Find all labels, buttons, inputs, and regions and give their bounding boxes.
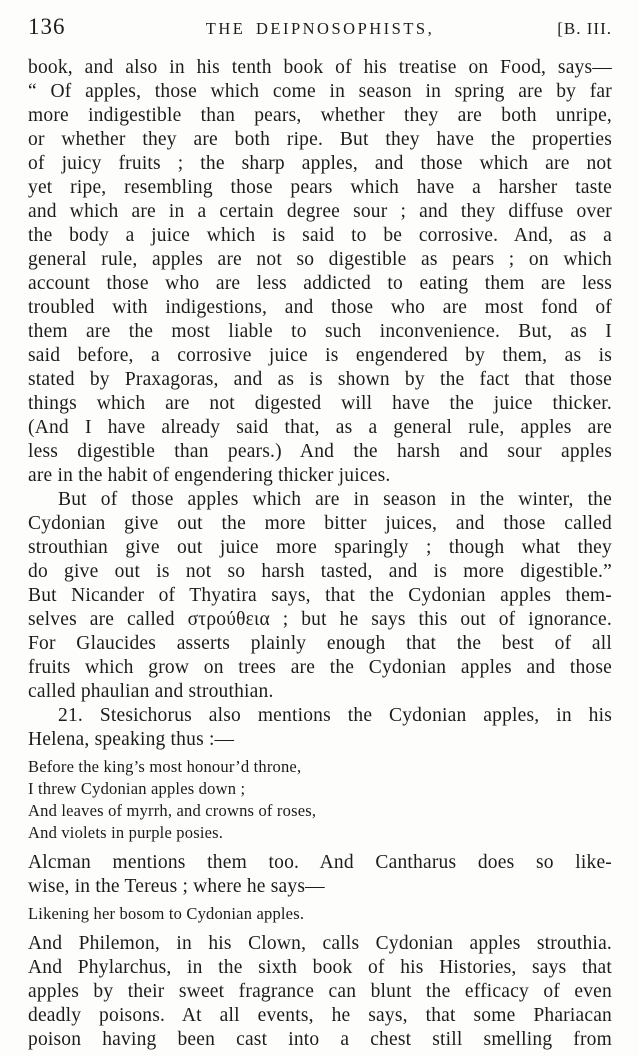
text-line: them are the most liable to such inconvenience. But, as I [28,321,612,342]
text-line: wise, in the Tereus ; where he says— [28,876,325,897]
paragraph [28,488,612,704]
paragraph [28,56,612,488]
text-line: poison having been cast into a chest still smelling from [28,1029,612,1050]
text-line: less digestible than pears.) And the harsh and sour apples [28,441,612,462]
verse-line: I threw Cydonian apples down ; [28,779,246,798]
text-line: and which are in a certain degree sour ; and they diffuse over [28,201,612,222]
text-line: troubled with indigestions, and those who are most fond of [28,297,612,318]
verse-block [28,756,516,844]
text-line: are in the habit of engendering thicker juices. [28,465,391,486]
text-line: yet ripe, resembling those pears which have a harsher taste [28,177,612,198]
text-line: Alcman mentions them too. And Cantharus does so like- [28,852,612,873]
text-line: 21. Stesichorus also mentions the Cydonian apples, in his [58,705,612,726]
verse-block [28,903,516,925]
text-line: And Phylarchus, in the sixth book of his Histories, says that [28,957,612,978]
paragraph [28,704,612,752]
verse-line: Before the king’s most honour’d throne, [28,757,302,776]
text-line: But of those apples which are in season in the winter, the [58,489,612,510]
text-line: strouthian give out juice more sparingly ; though what they [28,537,612,558]
text-line: of juicy fruits ; the sharp apples, and those which are not [28,153,612,174]
page-number: 136 [28,14,66,39]
page-body [28,56,612,1052]
page-header [28,14,612,40]
paragraph [28,932,612,1052]
verse-line: And violets in purple posies. [28,823,224,842]
text-line: fruits which grow on trees are the Cydonian apples and those [28,657,612,678]
text-line: apples by their sweet fragrance can blunt the efficacy of even [28,981,612,1002]
text-line: deadly poisons. At all events, he says, that some Phariacan [28,1005,612,1026]
text-line: But Nicander of Thyatira says, that the Cydonian apples them- [28,585,612,606]
text-line: And Philemon, in his Clown, calls Cydonian apples strouthia. [28,933,612,954]
text-line: (And I have already said that, as a general rule, apples are [28,417,612,438]
running-title: THE DEIPNOSOPHISTS, [205,19,435,38]
text-line: Cydonian give out the more bitter juices, and those called [28,513,612,534]
text-line: do give out is not so harsh tasted, and is more digestible.” [28,561,612,582]
text-line: called phaulian and strouthian. [28,681,274,702]
text-line: said before, a corrosive juice is engendered by them, as is [28,345,612,366]
text-line: more indigestible than pears, whether they are both unripe, [28,105,612,126]
text-line: book, and also in his tenth book of his treatise on Food, says— [28,57,612,78]
text-line: things which are not digested will have the juice thicker. [28,393,612,414]
verse-line: Likening her bosom to Cydonian apples. [28,904,305,923]
text-line: or whether they are both ripe. But they have the properties [28,129,612,150]
text-line: general rule, apples are not so digestible as pears ; on which [28,249,612,270]
text-line: “ Of apples, those which come in season in spring are by far [28,81,612,102]
text-line: selves are called στρούθεια ; but he says this out of ignorance. [28,609,612,630]
text-line: stated by Praxagoras, and as is shown by the fact that those [28,369,612,390]
text-line: account those who are less addicted to eating them are less [28,273,612,294]
verse-line: And leaves of myrrh, and crowns of roses, [28,801,317,820]
text-line: the body a juice which is said to be corrosive. And, as a [28,225,612,246]
text-line: For Glaucides asserts plainly enough that the best of all [28,633,612,654]
paragraph [28,851,612,899]
book-reference: [B. III. [557,19,612,38]
text-line: Helena, speaking thus :— [28,729,235,750]
